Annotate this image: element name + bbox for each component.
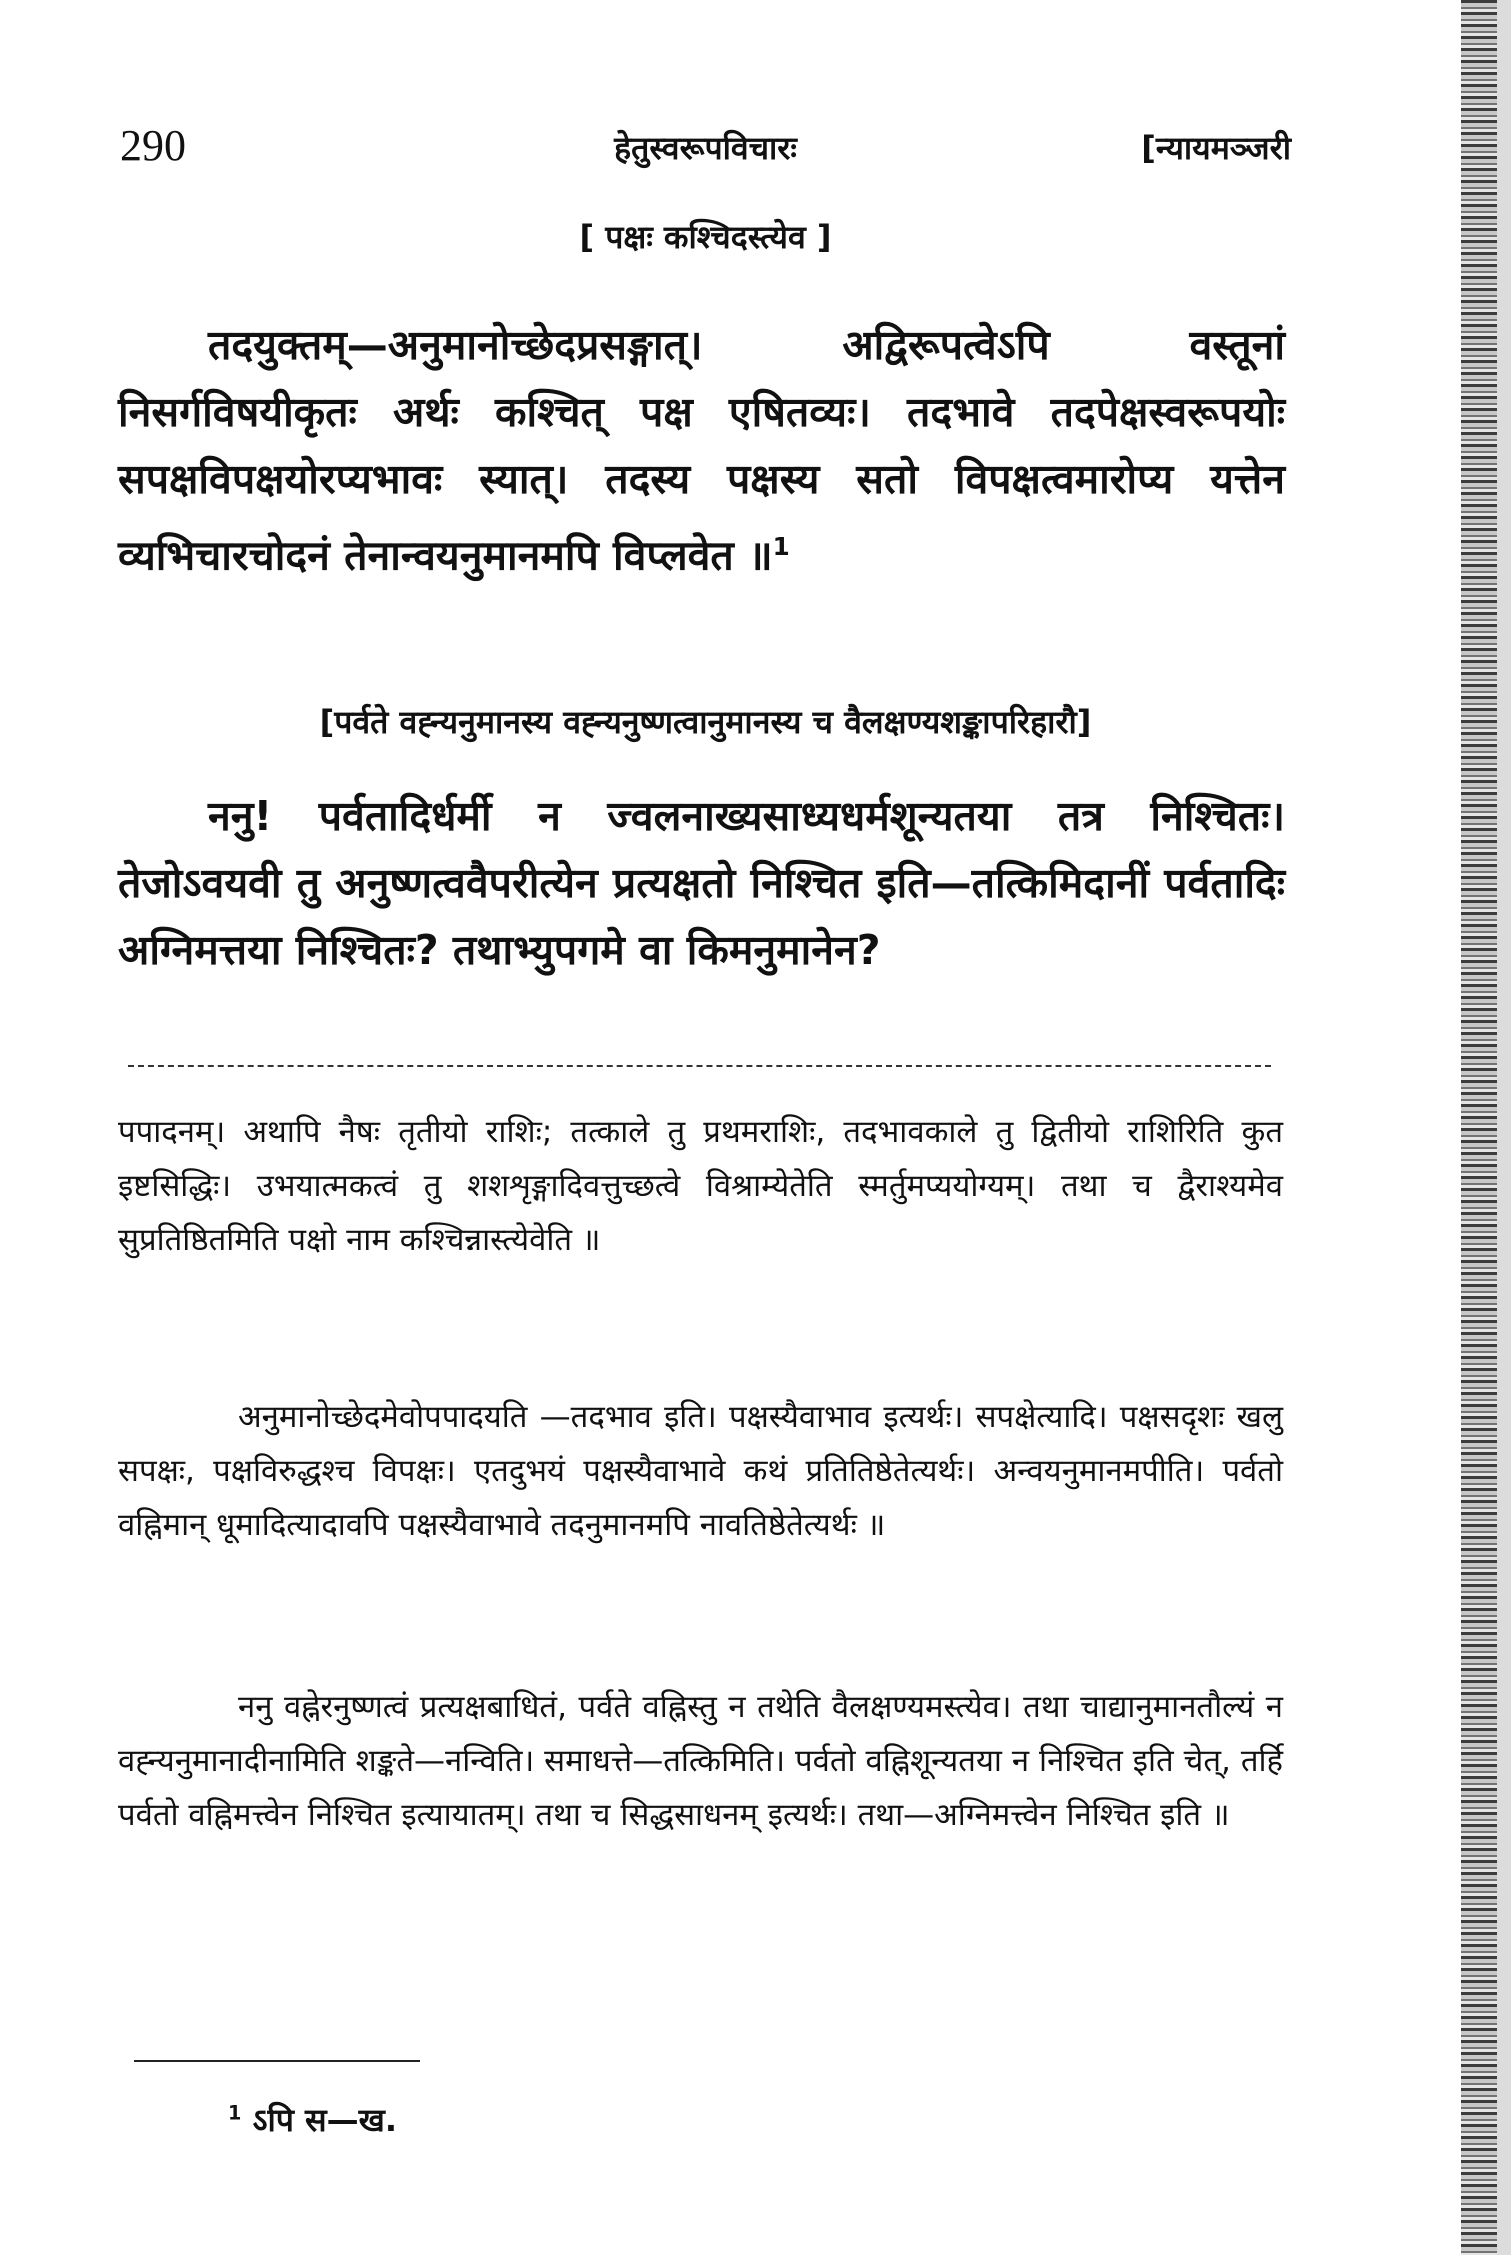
footnote-divider [134,2060,420,2062]
running-title: हेतुस्वरूपविचारः [614,129,797,167]
mula-paragraph-2 [118,783,1285,984]
page-header [120,120,1291,180]
mula-paragraph-1 [118,312,1285,590]
book-name: [न्यायमञ्जरी [1141,129,1291,167]
mula-text-2: ननु! पर्वतादिर्धर्मी न ज्वलनाख्यसाध्यधर्मशून्यतया तत्र निश्चितः। तेजोऽवयवी तु अनुष्णत्ववैपरीत्येन प्रत्यक्षतो निश्चित इति—तत्किमिदानीं पर्वतादिः अग्निमत्तया निश्चितः? तथाभ्युपगमे वा किमनुमानेन? [118,792,1285,974]
commentary-text-2: अनुमानोच्छेदमेवोपपादयति —तदभाव इति। पक्षस्यैवाभाव इत्यर्थः। सपक्षेत्यादि। पक्षसदृशः खलु सपक्षः, पक्षविरुद्धश्च विपक्षः। एतदुभयं पक्षस्यैवाभावे कथं प्रतितिष्ठेतेत्यर्थः। अन्वयनुमानमपीति। पर्वतो वह्निमान् धूमादित्यादावपि पक्षस्यैवाभावे तदनुमानमपि नावतिष्ठेतेत्यर्थः ॥ [118,1399,1283,1543]
mula-text-1: तदयुक्तम्—अनुमानोच्छेदप्रसङ्गात्। अद्विरूपत्वेऽपि वस्तूनां निसर्गविषयीकृतः अर्थः कश्चित् पक्ष एषितव्यः। तदभावे तदपेक्षस्वरूपयोः सपक्षविपक्षयोरप्यभावः स्यात्। तदस्य पक्षस्य सतो विपक्षत्वमारोप्य यत्तेन व्यभिचारचोदनं तेनान्वयनुमानमपि विप्लवेत ॥ [118,321,1285,580]
commentary-text-3: ननु वह्नेरनुष्णत्वं प्रत्यक्षबाधितं, पर्वते वह्निस्तु न तथेति वैलक्षण्यमस्त्येव। तथा चाद्यानुमानतौल्यं न वह्न्यनुमानादीनामिति शङ्कते—नन्विति। समाधत्ते—तत्किमिति। पर्वतो वह्निशून्यतया न निश्चित इति चेत्, तर्हि पर्वतो वह्निमत्त्वेन निश्चित इत्यायातम्। तथा च सिद्धसाधनम् इत्यर्थः। तथा—अग्निमत्त्वेन निश्चित इति ॥ [118,1689,1283,1833]
footnote-text: ऽपि स—ख. [252,2101,398,2139]
commentary-paragraph-2 [118,1390,1283,1552]
footnote-marker: 1 [228,2101,242,2125]
commentary-paragraph-3 [118,1680,1283,1842]
footnote [228,2098,397,2141]
section-heading-1: [ पक्षः कश्चिदस्त्येव ] [579,218,832,256]
commentary-paragraph-1: पपादनम्। अथापि नैषः तृतीयो राशिः; तत्काले तु प्रथमराशिः, तदभावकाले तु द्वितीयो राशिरिति कुत इष्टसिद्धिः। उभयात्मकत्वं तु शशशृङ्गादिवत्तुच्छत्वे विश्राम्येतेति स्मर्तुमप्ययोग्यम्। तथा च द्वैराश्यमेव सुप्रतिष्ठितमिति पक्षो नाम कश्चिन्नास्त्येवेति ॥ [118,1114,1283,1258]
page-number: 290 [120,121,186,170]
footnote-marker-1: 1 [772,532,790,561]
book-binding-edge [1451,0,1511,2255]
text-commentary-divider [128,1065,1271,1067]
section-heading-2: [पर्वते वह्न्यनुमानस्य वह्न्यनुष्णत्वानुमानस्य च वैलक्षण्यशङ्कापरिहारौ] [319,703,1092,741]
